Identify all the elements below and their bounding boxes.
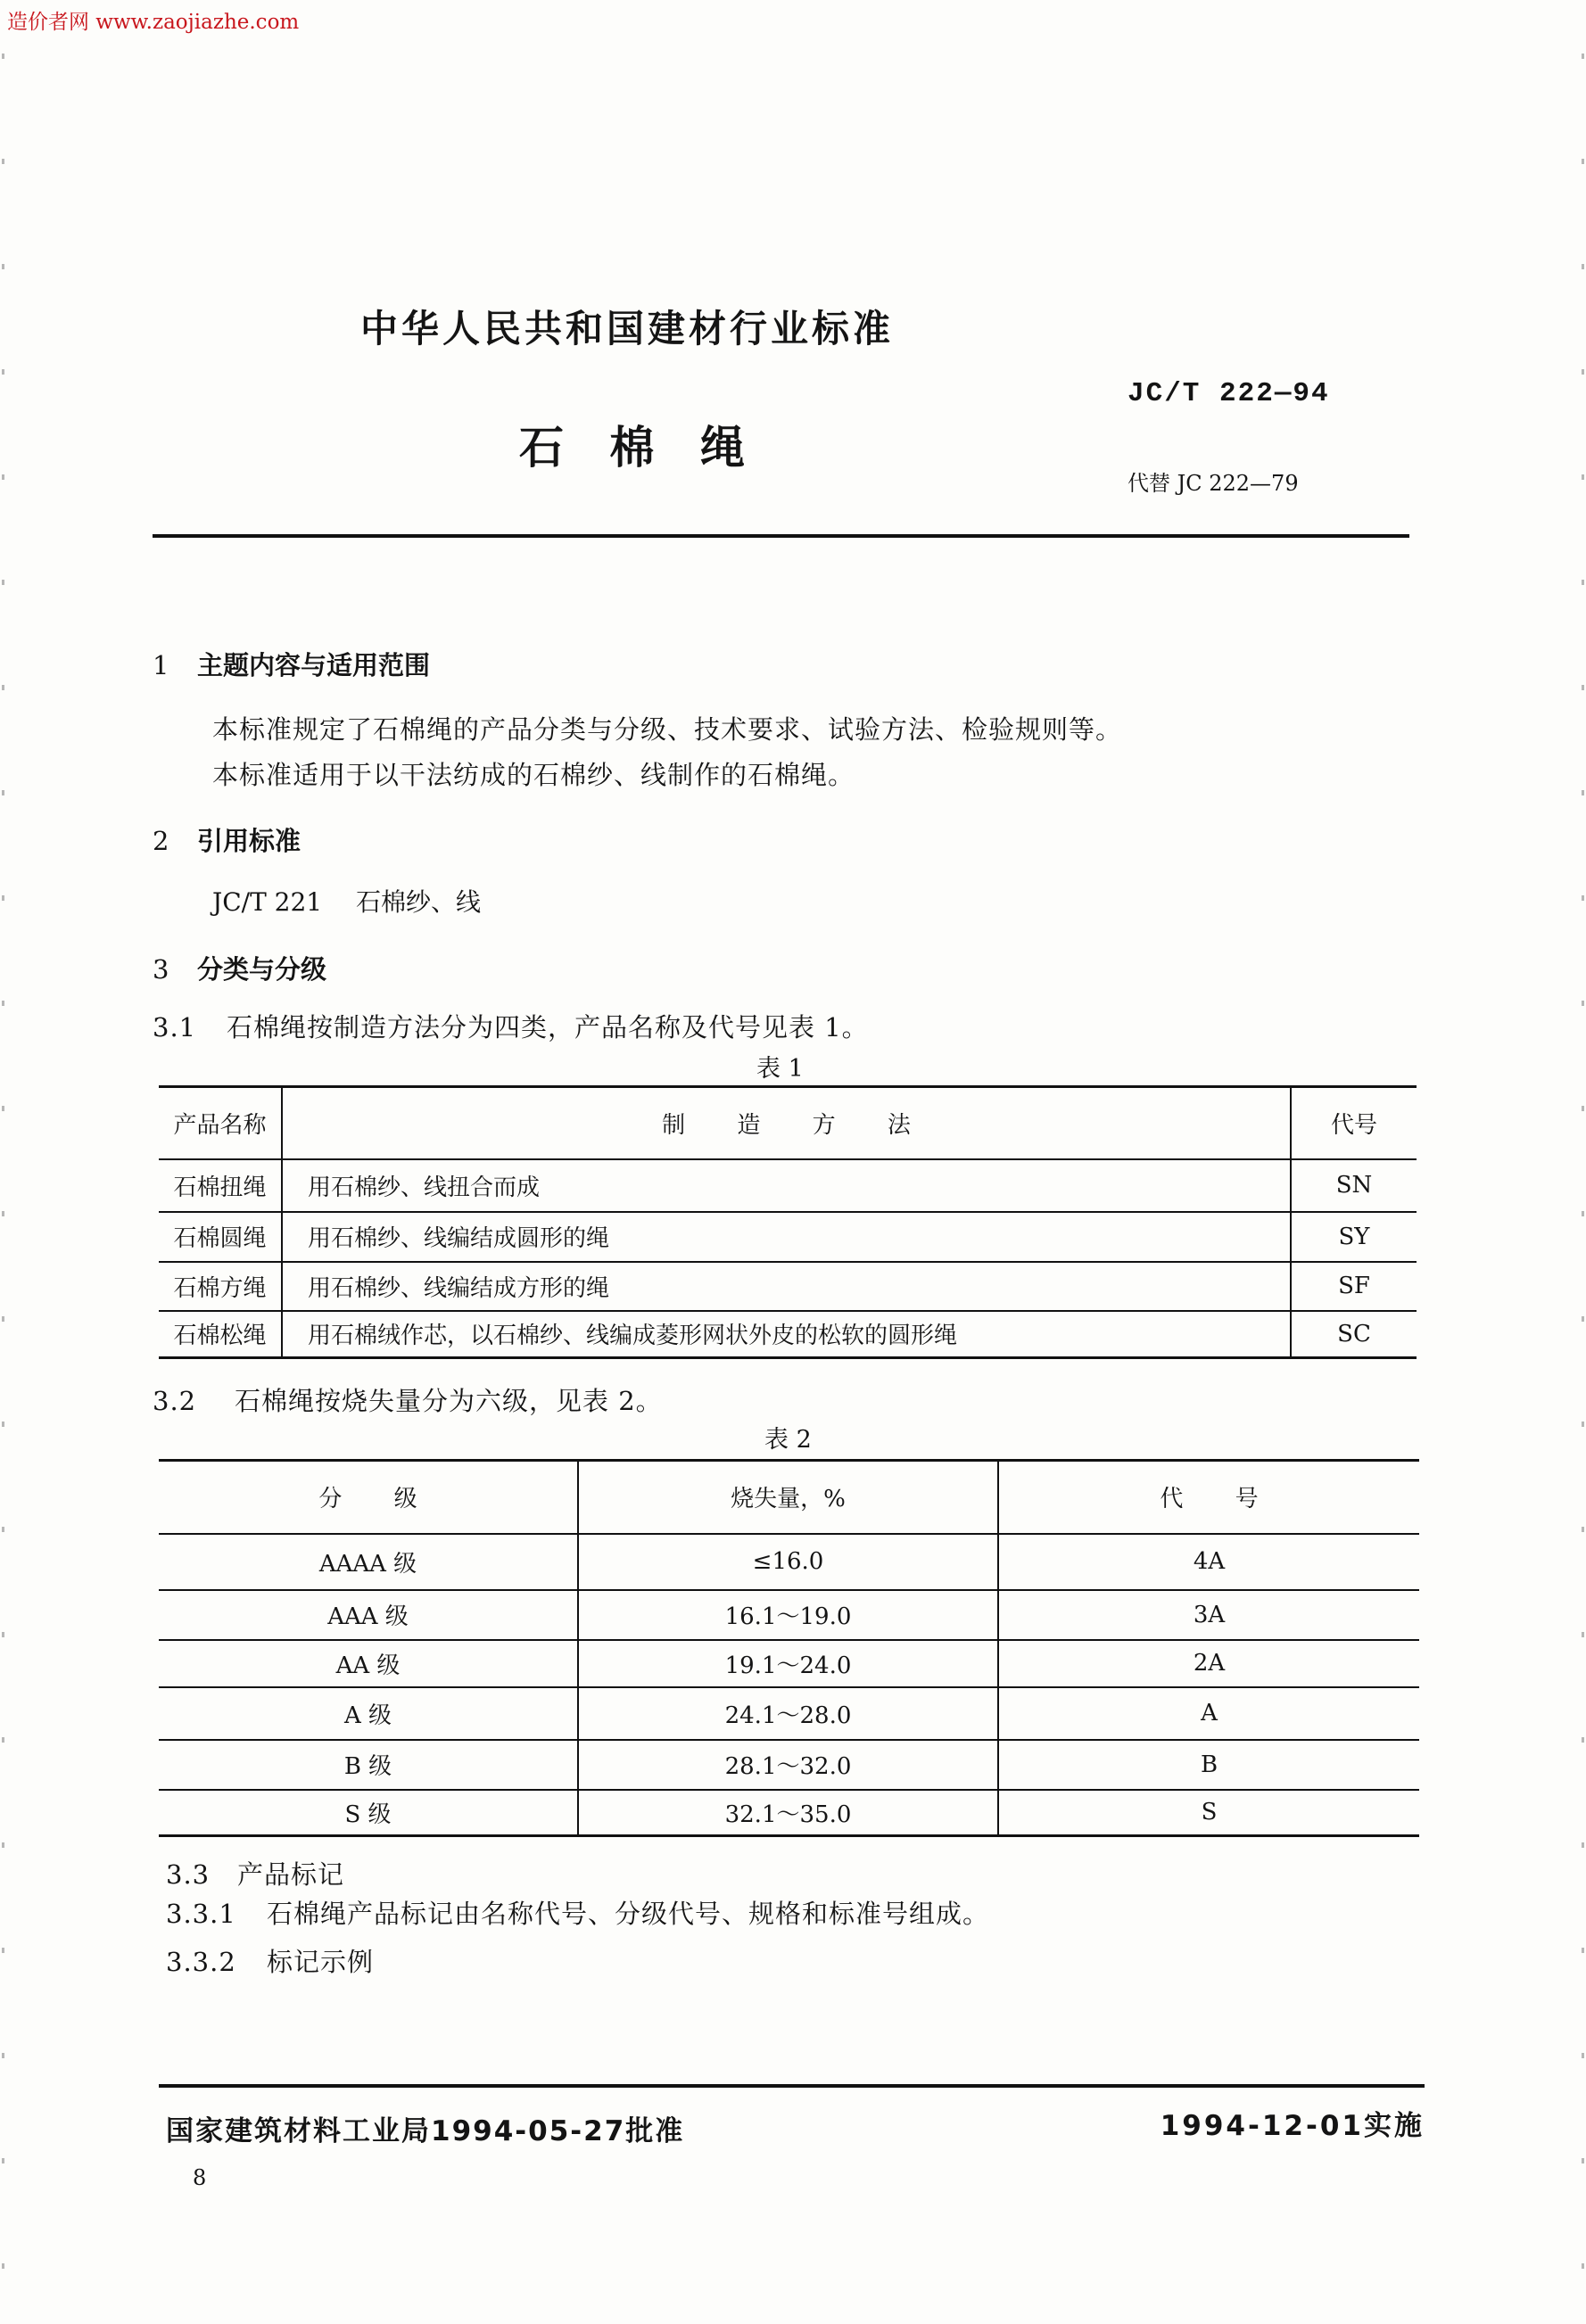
table-2-caption: 表 2 [764, 1426, 812, 1454]
table-header-row [159, 1087, 1417, 1159]
document-title: 石 棉 绳 [519, 422, 745, 474]
table-row [159, 1262, 1417, 1311]
section-number: 3 [153, 954, 169, 985]
clause-number: 3.3.1 [166, 1899, 236, 1929]
section-number: 1 [153, 650, 169, 680]
header-product-name: 产品名称 [159, 1087, 282, 1159]
paragraph: 本标准适用于以干法纺成的石棉纱、线制作的石棉绳。 [212, 760, 855, 790]
watermark: 造价者网 www.zaojiazhe.com [7, 11, 300, 34]
table-row [159, 1311, 1417, 1358]
clause-text: 标记示例 [267, 1947, 375, 1977]
clause-3-3 [166, 1855, 344, 1891]
table-header-row [159, 1461, 1419, 1534]
table-1-caption: 表 1 [756, 1055, 804, 1083]
table-2 [159, 1459, 1419, 1837]
cell-method: 用石棉纱、线编结成圆形的绳 [282, 1212, 1291, 1262]
table-row [159, 1534, 1419, 1590]
cell-code: 2A [998, 1640, 1419, 1687]
cell-code: 3A [998, 1590, 1419, 1640]
section-heading-3 [153, 950, 326, 986]
cell-product-name: 石棉方绳 [159, 1262, 282, 1311]
header-loss: 烧失量，% [578, 1461, 998, 1534]
section-heading-2 [153, 821, 301, 858]
cell-grade: AAA 级 [159, 1590, 578, 1640]
table-row [159, 1740, 1419, 1790]
cell-grade: A 级 [159, 1687, 578, 1740]
paragraph: 本标准规定了石棉绳的产品分类与分级、技术要求、试验方法、检验规则等。 [212, 714, 1123, 745]
clause-3-2 [153, 1381, 663, 1418]
cell-loss: ≤16.0 [578, 1534, 998, 1590]
cell-code: B [998, 1740, 1419, 1790]
header-grade: 分 级 [159, 1461, 578, 1534]
table-row [159, 1790, 1419, 1836]
clause-text: 产品标记 [237, 1859, 345, 1890]
cell-code: S [998, 1790, 1419, 1836]
cell-method: 用石棉纱、线编结成方形的绳 [282, 1262, 1291, 1311]
clause-text: 石棉绳按烧失量分为六级，见表 2。 [235, 1386, 663, 1416]
clause-number: 3.3 [166, 1859, 211, 1890]
cell-grade: S 级 [159, 1790, 578, 1836]
cell-code: A [998, 1687, 1419, 1740]
table-1 [159, 1085, 1417, 1359]
cell-code: SC [1291, 1311, 1417, 1358]
clause-number: 3.3.2 [166, 1947, 236, 1977]
cell-grade: AAAA 级 [159, 1534, 578, 1590]
cell-product-name: 石棉松绳 [159, 1311, 282, 1358]
cell-loss: 28.1～32.0 [578, 1740, 998, 1790]
cell-grade: AA 级 [159, 1640, 578, 1687]
cell-product-name: 石棉扭绳 [159, 1159, 282, 1212]
cell-code: 4A [998, 1534, 1419, 1590]
cell-loss: 16.1～19.0 [578, 1590, 998, 1640]
table-row [159, 1687, 1419, 1740]
clause-number: 3.2 [153, 1386, 197, 1416]
reference-code: JC/T 221 [212, 887, 323, 917]
header-divider [153, 534, 1409, 538]
scan-edge-marks-left [2, 0, 4, 2324]
clause-3-1 [153, 1008, 869, 1044]
section-title: 引用标准 [197, 826, 302, 856]
clause-text: 石棉绳按制造方法分为四类，产品名称及代号见表 1。 [227, 1012, 869, 1043]
replaces-standard: 代替 JC 222—79 [1128, 471, 1299, 496]
approval-line: 国家建筑材料工业局1994-05-27批准 [166, 2115, 685, 2147]
footer-divider [159, 2084, 1425, 2088]
cell-loss: 32.1～35.0 [578, 1790, 998, 1836]
clause-3-3-1 [166, 1894, 989, 1931]
section-title: 主题内容与适用范围 [197, 650, 431, 680]
table-row [159, 1159, 1417, 1212]
header-code: 代号 [1291, 1087, 1417, 1159]
section-heading-1 [153, 646, 430, 682]
cell-loss: 24.1～28.0 [578, 1687, 998, 1740]
clause-text: 石棉绳产品标记由名称代号、分级代号、规格和标准号组成。 [267, 1899, 990, 1929]
page-number: 8 [193, 2165, 207, 2190]
section-number: 2 [153, 826, 169, 856]
header-code: 代 号 [998, 1461, 1419, 1534]
effective-date: 1994-12-01实施 [1160, 2110, 1425, 2142]
scan-edge-marks-right [1582, 0, 1584, 2324]
reference-name: 石棉纱、线 [356, 887, 482, 917]
standard-number: JC/T 222—94 [1128, 378, 1330, 409]
cell-product-name: 石棉圆绳 [159, 1212, 282, 1262]
clause-number: 3.1 [153, 1012, 197, 1043]
cell-loss: 19.1～24.0 [578, 1640, 998, 1687]
cell-code: SY [1291, 1212, 1417, 1262]
clause-3-3-2 [166, 1942, 374, 1979]
org-title: 中华人民共和国建材行业标准 [360, 307, 895, 350]
cell-method: 用石棉纱、线扭合而成 [282, 1159, 1291, 1212]
cell-grade: B 级 [159, 1740, 578, 1790]
header-method: 制 造 方 法 [282, 1087, 1291, 1159]
section-title: 分类与分级 [197, 954, 327, 985]
table-row [159, 1640, 1419, 1687]
table-row [159, 1212, 1417, 1262]
cell-method: 用石棉绒作芯，以石棉纱、线编成菱形网状外皮的松软的圆形绳 [282, 1311, 1291, 1358]
cell-code: SN [1291, 1159, 1417, 1212]
cell-code: SF [1291, 1262, 1417, 1311]
table-row [159, 1590, 1419, 1640]
referenced-standard [212, 883, 481, 919]
